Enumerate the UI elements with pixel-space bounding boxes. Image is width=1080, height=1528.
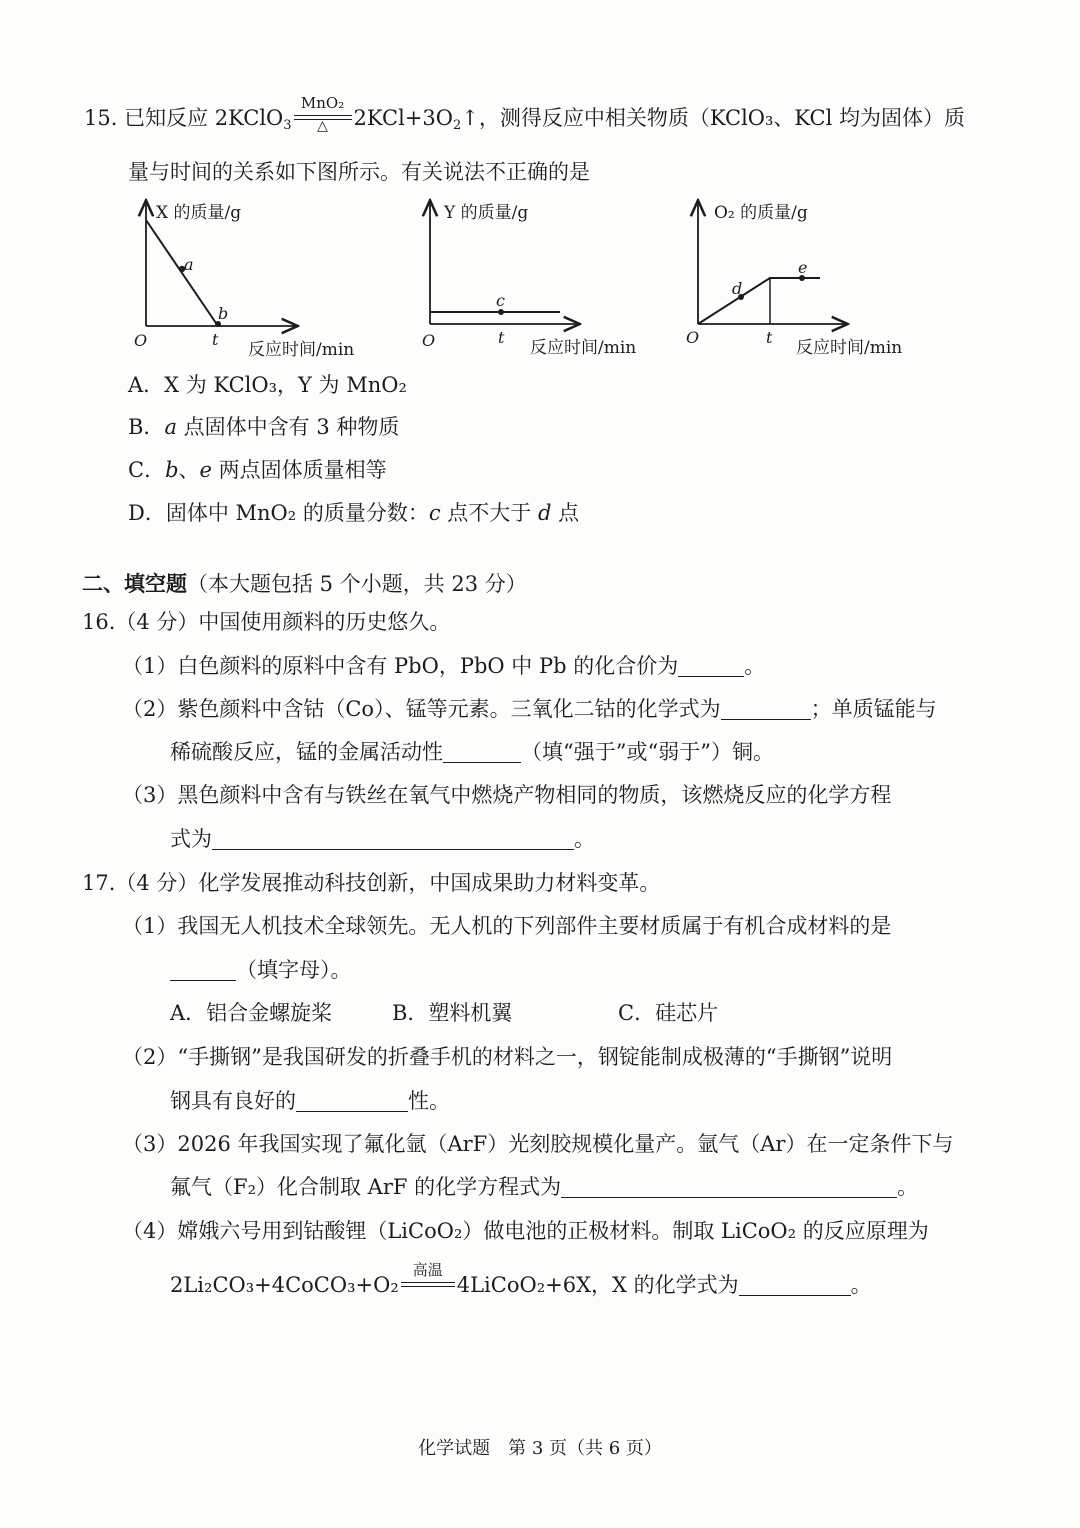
q15-option-b	[128, 412, 399, 442]
answer-blank[interactable]	[443, 742, 521, 763]
tick-t-label: t	[766, 328, 773, 347]
q15-option-d	[128, 498, 579, 528]
option-letter: B．	[128, 415, 165, 439]
answer-blank[interactable]	[296, 1091, 408, 1112]
high-temp-label: 高温	[412, 1261, 443, 1279]
y-axis-label: O₂ 的质量/g	[714, 203, 808, 223]
option-text: 点固体中含有 3 种物质	[176, 415, 400, 439]
origin-label: O	[686, 328, 700, 347]
q15-stem-post: ↑，测得反应中相关物质（KClO₃、KCl 均为固体）质	[461, 106, 966, 130]
q15-number: 15.	[84, 106, 118, 130]
q16-part2a	[122, 694, 937, 724]
option-text: 点不大于	[440, 501, 538, 525]
x-axis-label: 反应时间/min	[248, 340, 355, 360]
x-axis-label: 反应时间/min	[530, 338, 637, 358]
q17-part2b	[170, 1086, 450, 1116]
point-b-label: b	[218, 304, 229, 323]
question-text: （2）紫色颜料中含钴（Co）、锰等元素。三氧化二钴的化学式为	[122, 697, 721, 721]
q15-stem-pre: 已知反应 2KClO	[124, 106, 284, 130]
q17-part1a: （1）我国无人机技术全球领先。无人机的下列部件主要材质属于有机合成材料的是	[122, 914, 892, 938]
graph-o2-mass	[680, 196, 940, 366]
var-a: a	[164, 415, 177, 439]
q17-part4a: （4）嫦娥六号用到钴酸锂（LiCoO₂）做电池的正极材料。制取 LiCoO₂ 的反应原理为	[122, 1219, 929, 1243]
q17-option-b: B．塑料机翼	[392, 1001, 513, 1025]
var-d: d	[537, 501, 552, 525]
question-text: 稀硫酸反应，锰的金属活动性	[170, 740, 443, 764]
section-note: （本大题包括 5 个小题，共 23 分）	[187, 572, 527, 596]
answer-blank[interactable]	[561, 1177, 897, 1198]
question-text: 性。	[408, 1089, 450, 1113]
q16-part3a: （3）黑色颜料中含有与铁丝在氧气中燃烧产物相同的物质，该燃烧反应的化学方程	[122, 783, 892, 807]
q17-option-a: A．铝合金螺旋桨	[170, 1001, 333, 1025]
option-text: 两点固体质量相等	[211, 458, 387, 482]
q15-option-c	[128, 455, 387, 485]
q15-stem-mid: 2KCl+3O	[353, 106, 453, 130]
equation-reactants: 2Li₂CO₃+4CoCO₃+O₂	[170, 1273, 399, 1297]
answer-blank[interactable]	[170, 960, 236, 981]
heat-symbol: △	[317, 118, 328, 134]
catalyst-label: MnO₂	[300, 94, 345, 112]
page-footer: 化学试题 第 3 页（共 6 页）	[418, 1438, 662, 1459]
question-text: 氟气（F₂）化合制取 ArF 的化学方程式为	[170, 1175, 562, 1199]
question-text: （填“强于”或“弱于”）铜。	[521, 740, 774, 764]
q16-part2b	[170, 737, 774, 767]
q16-head: 16.（4 分）中国使用颜料的历史悠久。	[82, 610, 451, 634]
q15-line2: 量与时间的关系如下图所示。有关说法不正确的是	[128, 160, 590, 184]
tick-t-label: t	[212, 330, 219, 349]
var-e: e	[199, 458, 212, 482]
question-text: ；单质锰能与	[810, 697, 937, 721]
reaction-condition	[399, 1261, 457, 1300]
question-text: （填字母）。	[236, 958, 352, 982]
question-text: （1）白色颜料的原料中含有 PbO，PbO 中 Pb 的化合价为	[122, 654, 679, 678]
q17-part2a: （2）“手撕钢”是我国研发的折叠手机的材料之一，钢锭能制成极薄的“手撕钢”说明	[122, 1045, 893, 1069]
punct: 。	[574, 827, 595, 851]
answer-blank[interactable]	[678, 656, 744, 677]
option-letter: C．	[128, 458, 166, 482]
subscript: 2	[453, 118, 462, 133]
equation-products: 4LiCoO₂+6X，X 的化学式为	[456, 1273, 739, 1297]
q15-line1	[84, 94, 966, 134]
point-c-label: c	[496, 291, 505, 310]
decreasing-line	[146, 220, 218, 326]
punct: 。	[850, 1273, 872, 1297]
option-text: D．固体中 MnO₂ 的质量分数：	[128, 501, 429, 525]
var-b: b	[165, 458, 179, 482]
tick-t-label: t	[498, 328, 505, 347]
y-axis-label: X 的质量/g	[156, 203, 242, 223]
option-text: 点	[551, 501, 580, 525]
q17-head: 17.（4 分）化学发展推动科技创新，中国成果助力材料变革。	[82, 871, 661, 895]
graph-x-mass	[128, 196, 378, 366]
answer-blank[interactable]	[739, 1275, 851, 1296]
punct: 。	[897, 1175, 919, 1199]
q15-option-a: A．X 为 KClO₃，Y 为 MnO₂	[128, 373, 407, 397]
x-axis-label: 反应时间/min	[796, 338, 903, 358]
reaction-condition	[292, 94, 354, 134]
q16-part3b	[170, 824, 595, 854]
point-d-label: d	[732, 279, 743, 298]
q17-option-c: C．硅芯片	[618, 1001, 719, 1025]
q17-part1b	[170, 955, 352, 985]
section-heading	[82, 569, 527, 599]
point-a-label: a	[184, 255, 194, 274]
separator: 、	[178, 458, 200, 482]
origin-label: O	[422, 331, 436, 350]
q17-part4b	[170, 1261, 872, 1300]
rising-then-flat-line	[698, 278, 820, 324]
section-title: 二、填空题	[82, 571, 187, 596]
answer-blank[interactable]	[212, 829, 574, 850]
subscript: 3	[283, 118, 292, 133]
answer-blank[interactable]	[721, 699, 811, 720]
question-text: 钢具有良好的	[170, 1089, 296, 1113]
q16-part1	[122, 651, 765, 681]
y-axis-label: Y 的质量/g	[444, 203, 529, 223]
origin-label: O	[134, 331, 148, 350]
graph-y-mass	[412, 196, 662, 366]
q17-part3a: （3）2026 年我国实现了氟化氩（ArF）光刻胶规模化量产。氩气（Ar）在一定条件下与	[122, 1132, 954, 1156]
q17-part3b	[170, 1172, 918, 1202]
punct: 。	[744, 654, 766, 678]
question-text: 式为	[170, 827, 212, 851]
point-e-label: e	[798, 258, 808, 277]
var-c: c	[428, 501, 441, 525]
